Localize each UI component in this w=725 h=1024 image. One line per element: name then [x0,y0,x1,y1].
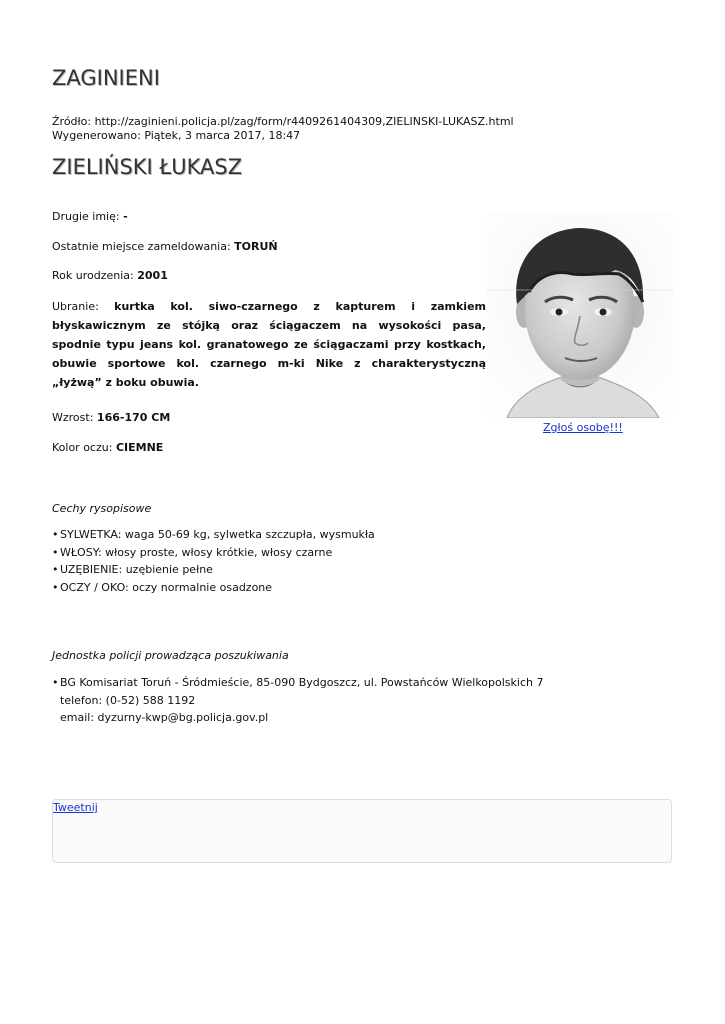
clothes-value: kurtka kol. siwo-czarnego z kapturem i zamkiem błyskawicznym ze stójką oraz ściągaczem na wysokości pasa, spodnie typu jeans kol. granatowego ze ściągaczami przy kostkach, obuwie sportowe kol. czarnego m-ki Nike z charakterystyczną „łyżwą” z boku obuwia. [52,300,486,389]
residence-label: Ostatnie miejsce zameldowania: [52,240,235,253]
clothes-label: Ubranie: [52,300,115,313]
feature-item: • OCZY / OKO: oczy normalnie osadzone [52,579,375,597]
birth-year-row [52,269,168,283]
middle-name-row [52,210,128,224]
middle-name-label: Drugie imię: [52,210,124,223]
middle-name-value: - [123,210,128,223]
police-unit-email: email: dyzurny-kwp@bg.policja.gov.pl [60,711,269,724]
eye-color-row [52,441,163,455]
page-title: ZAGINIENI [52,66,160,90]
birth-year-label: Rok urodzenia: [52,269,138,282]
person-photo [487,212,673,418]
eye-color-value: CIEMNE [115,441,164,454]
report-person-link[interactable]: Zgłoś osobę!!! [543,421,623,434]
police-unit-name: • BG Komisariat Toruń - Śródmieście, 85-090 Bydgoszcz, ul. Powstańców Wielkopolskich 7 [60,676,544,689]
feature-item: • UZĘBIENIE: uzębienie pełne [52,561,375,579]
height-label: Wzrost: [52,411,97,424]
residence-row [52,240,278,254]
meta-info [52,115,514,143]
person-name: ZIELIŃSKI ŁUKASZ [52,155,243,179]
feature-item: • SYLWETKA: waga 50-69 kg, sylwetka szczupła, wysmukła [52,526,375,544]
generated-date: Wygenerowano: Piątek, 3 marca 2017, 18:47 [52,129,301,142]
police-unit-title: Jednostka policji prowadząca poszukiwania [52,649,289,662]
features-list [52,526,375,596]
eye-color-label: Kolor oczu: [52,441,116,454]
police-unit-item [52,674,543,727]
feature-item: • WŁOSY: włosy proste, włosy krótkie, włosy czarne [52,544,375,562]
tweet-link[interactable]: Tweetnij [53,801,98,814]
height-row [52,411,170,425]
residence-value: TORUŃ [234,240,278,253]
clothes-row [52,297,486,392]
height-value: 166-170 CM [96,411,171,424]
police-unit-list [52,674,543,727]
share-box [52,799,672,863]
features-title: Cechy rysopisowe [52,502,152,515]
police-unit-phone: telefon: (0-52) 588 1192 [60,693,196,707]
source-url: Źródło: http://zaginieni.policja.pl/zag/form/r4409261404309,ZIELINSKI-LUKASZ.html [52,115,514,128]
birth-year-value: 2001 [137,269,168,282]
